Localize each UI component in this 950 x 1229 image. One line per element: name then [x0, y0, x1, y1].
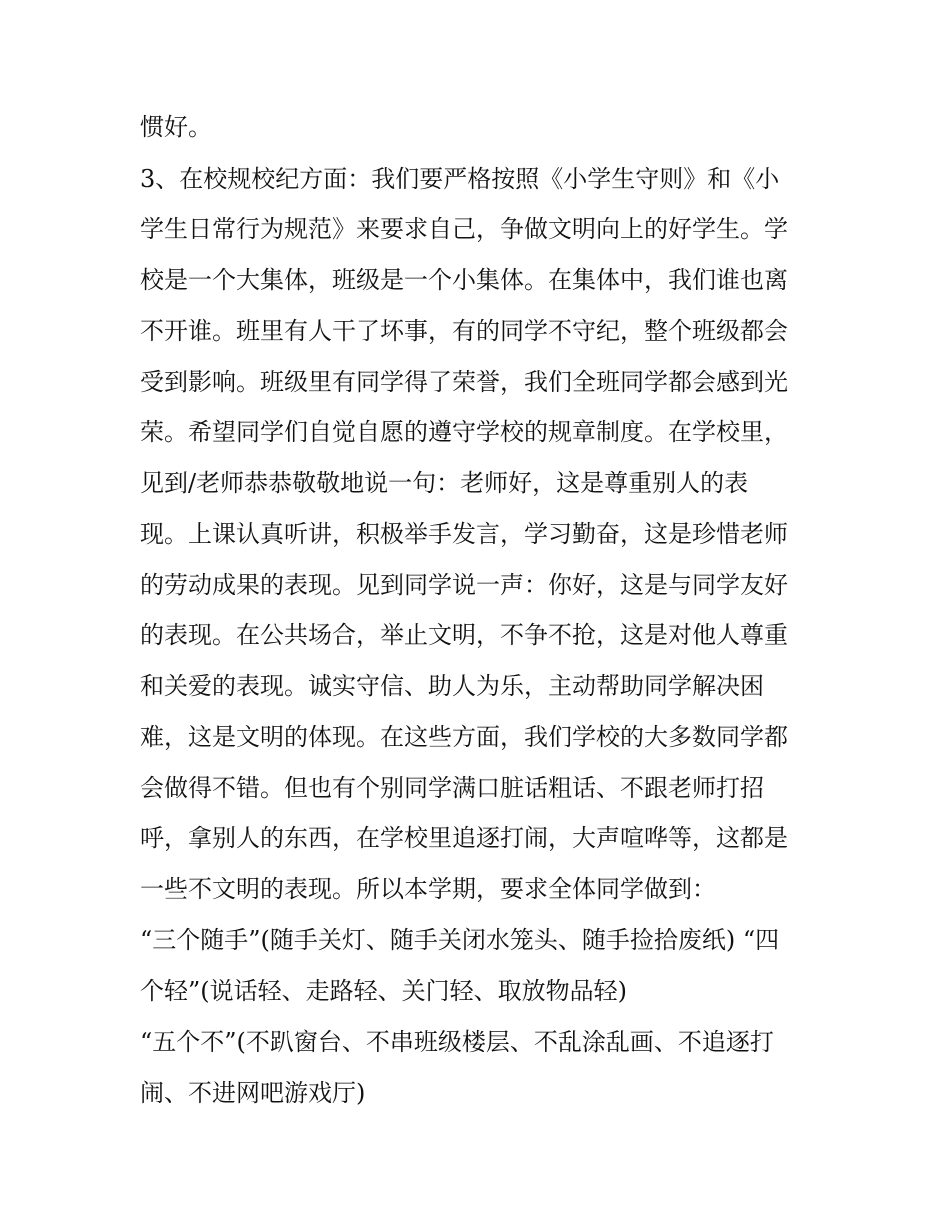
text-line-20: 闹、不进网吧游戏厅) — [140, 1079, 366, 1107]
text-line-10: 的劳动成果的表现。见到同学说一声：你好，这是与同学友好 — [140, 571, 788, 599]
text-line-7: 荣。希望同学们自觉自愿的遵守学校的规章制度。在学校里， — [140, 418, 788, 446]
text-line-13: 难，这是文明的体现。在这些方面，我们学校的大多数同学都 — [140, 723, 788, 751]
text-line-14: 会做得不错。但也有个别同学满口脏话粗话、不跟老师打招 — [140, 774, 764, 802]
text-line-16: 一些不文明的表现。所以本学期，要求全体同学做到： — [140, 875, 716, 903]
text-line-3: 学生日常行为规范》来要求自己，争做文明向上的好学生。学 — [140, 215, 788, 243]
text-line-2: 3、在校规校纪方面：我们要严格按照《小学生守则》和《小 — [140, 165, 780, 193]
text-line-1: 惯好。 — [140, 113, 212, 141]
text-line-12: 和关爱的表现。诚实守信、助人为乐，主动帮助同学解决困 — [140, 672, 764, 700]
text-line-8: 见到/老师恭恭敬敬地说一句：老师好，这是尊重别人的表 — [140, 469, 749, 497]
text-line-4: 校是一个大集体，班级是一个小集体。在集体中，我们谁也离 — [140, 266, 788, 294]
text-line-11: 的表现。在公共场合，举止文明，不争不抢，这是对他人尊重 — [140, 621, 788, 649]
text-line-15: 呼，拿别人的东西，在学校里追逐打闹，大声喧哗等，这都是 — [140, 824, 788, 852]
text-line-18: 个轻”(说话轻、走路轻、关门轻、取放物品轻) — [140, 977, 627, 1005]
text-line-5: 不开谁。班里有人干了坏事，有的同学不守纪，整个班级都会 — [140, 317, 788, 345]
text-line-6: 受到影响。班级里有同学得了荣誉，我们全班同学都会感到光 — [140, 368, 788, 396]
text-line-19: “五个不”(不趴窗台、不串班级楼层、不乱涂乱画、不追逐打 — [140, 1028, 774, 1056]
text-line-17: “三个随手”(随手关灯、随手关闭水笼头、随手捡拾废纸) “四 — [140, 926, 780, 954]
text-line-9: 现。上课认真听讲，积极举手发言，学习勤奋，这是珍惜老师 — [140, 520, 788, 548]
